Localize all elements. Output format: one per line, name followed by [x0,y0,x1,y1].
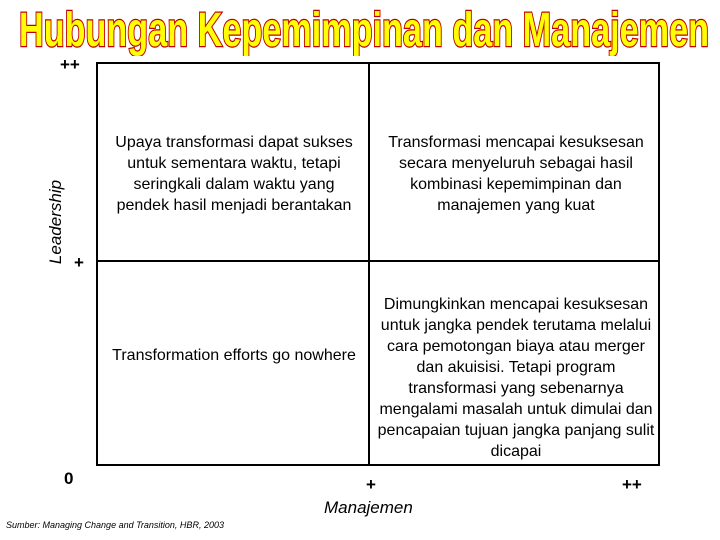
quadrant-top-right: Transformasi mencapai kesuksesan secara menyeluruh sebagai hasil kombinasi kepemimpinan dan manajemen yang kuat [388,134,644,214]
quadrant-matrix [96,62,660,466]
y-axis-label: Leadership [46,179,65,265]
quadrant-top-left: Upaya transformasi dapat sukses untuk sementara waktu, tetapi seringkali dalam waktu yang pendek hasil menjadi berantakan [115,134,353,214]
title-wordart [14,2,714,56]
vertical-divider [368,64,370,464]
x-axis-mid-tick: + [366,475,376,494]
quadrant-bottom-right: Dimungkinkan mencapai kesuksesan untuk jangka pendek terutama melalui cara pemotongan biaya atau merger dan akuisisi. Tetapi program transformasi yang sebenarnya mengalami masalah untuk dimulai dan pencapaian tujuan jangka panjang sulit dicapai [377,296,655,460]
page-title [14,2,714,56]
x-axis-right-tick: ++ [622,475,642,494]
y-axis-top-tick: ++ [60,55,80,74]
y-axis-mid-tick: + [74,253,84,272]
title-text: Hubungan Kepemimpinan dan Manajemen [19,4,709,56]
x-axis-label: Manajemen [324,498,413,517]
horizontal-divider [98,260,658,262]
source-note: Sumber: Managing Change and Transition, HBR, 2003 [6,520,224,530]
origin-tick: 0 [64,469,74,488]
quadrant-bottom-left: Transformation efforts go nowhere [112,346,356,364]
